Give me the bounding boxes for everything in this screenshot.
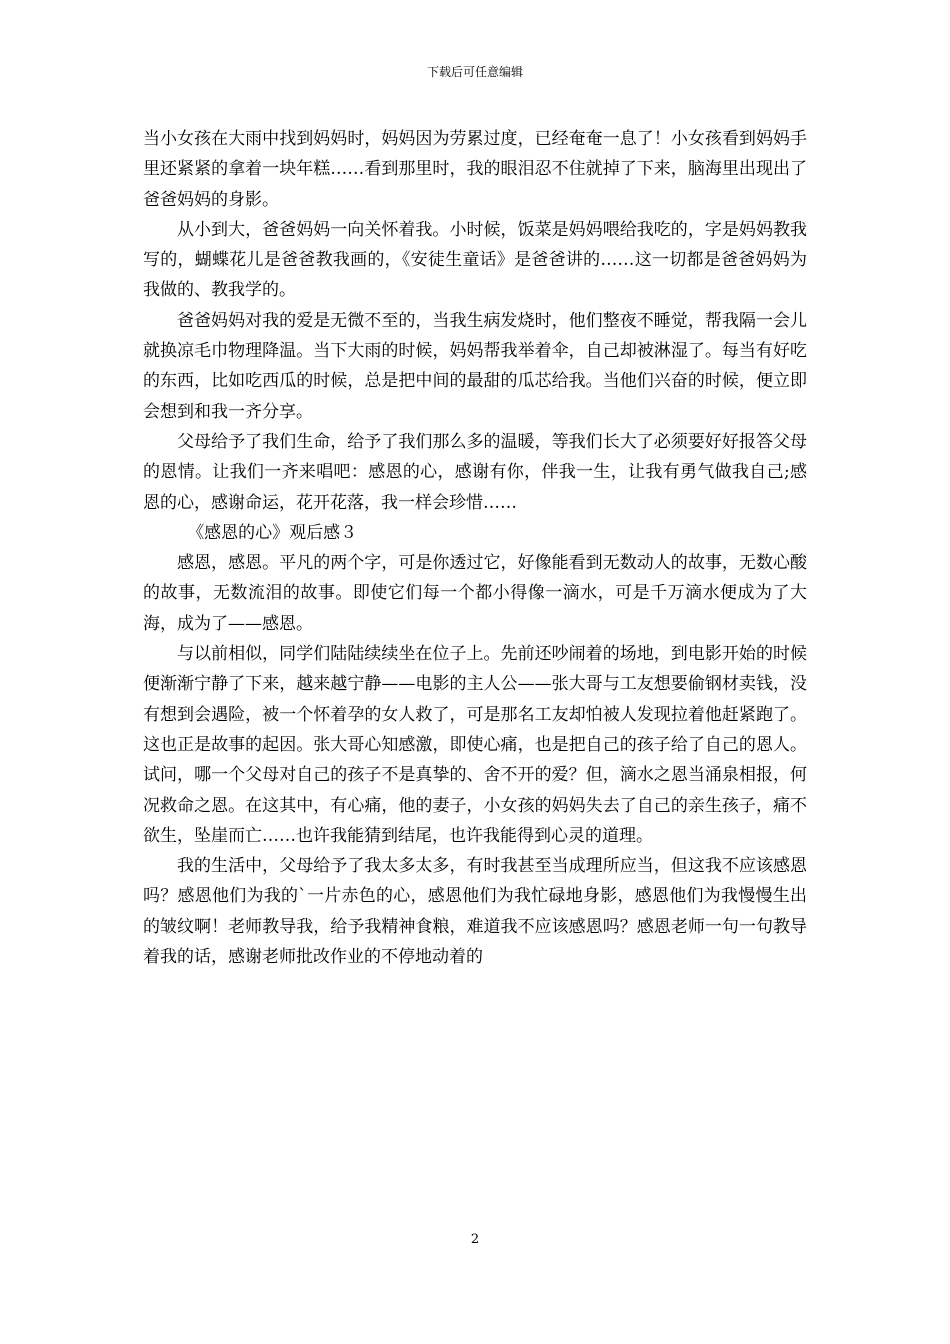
paragraph: 我的生活中，父母给予了我太多太多，有时我甚至当成理所应当，但这我不应该感恩吗？感恩他们为我的`一片赤色的心，感恩他们为我忙碌地身影，感恩他们为我慢慢生出的皱纹啊！老师教导我，给予我精神食粮，难道我不应该感恩吗？感恩老师一句一句教导着我的话，感谢老师批改作业的不停地动着的 <box>143 856 807 968</box>
paragraph: 感恩，感恩。平凡的两个字，可是你透过它，好像能看到无数动人的故事，无数心酸的故事，无数流泪的故事。即使它们每一个都小得像一滴水，可是千万滴水便成为了大海，成为了——感恩。 <box>143 553 807 634</box>
page-number: 2 <box>470 1232 480 1247</box>
paragraph: 从小到大，爸爸妈妈一向关怀着我。小时候，饭菜是妈妈喂给我吃的，字是妈妈教我写的，蝴蝶花儿是爸爸教我画的，《安徒生童话》是爸爸讲的……这一切都是爸爸妈妈为我做的、教我学的。 <box>143 219 807 301</box>
page-header: 下载后可任意编辑 <box>426 65 523 79</box>
paragraph: 爸爸妈妈对我的爱是无微不至的，当我生病发烧时，他们整夜不睡觉，帮我隔一会儿就换凉毛巾物理降温。当下大雨的时候，妈妈帮我举着伞，自己却被淋湿了。每当有好吃的东西，比如吃西瓜的时候，总是把中间的最甜的瓜芯给我。当他们兴奋的时候，便立即会想到和我一齐分享。 <box>143 310 807 422</box>
document-body <box>143 124 807 972</box>
paragraph: 父母给予了我们生命，给予了我们那么多的温暖，等我们长大了必须要好好报答父母的恩情。让我们一齐来唱吧：感恩的心，感谢有你，伴我一生，让我有勇气做我自己;感恩的心，感谢命运，花开花落，我一样会珍惜…… <box>143 431 807 513</box>
section-title: 《感恩的心》观后感３ <box>187 522 358 543</box>
paragraph: 与以前相似，同学们陆陆续续坐在位子上。先前还吵闹着的场地，到电影开始的时候便渐渐宁静了下来，越来越宁静——电影的主人公——张大哥与工友想要偷钢材卖钱，没有想到会遇险，被一个怀着孕的女人救了，可是那名工友却怕被人发现拉着他赶紧跑了。这也正是故事的起因。张大哥心知感激，即使心痛，也是把自己的孩子给了自己的恩人。试问，哪一个父母对自己的孩子不是真挚的、舍不开的爱？但，滴水之恩当涌泉相报，何况救命之恩。在这其中，有心痛，他的妻子，小女孩的妈妈失去了自己的亲生孩子，痛不欲生，坠崖而亡……也许我能猜到结尾，也许我能得到心灵的道理。 <box>143 644 807 846</box>
paragraph: 当小女孩在大雨中找到妈妈时，妈妈因为劳累过度，已经奄奄一息了！小女孩看到妈妈手里还紧紧的拿着一块年糕……看到那里时，我的眼泪忍不住就掉了下来，脑海里出现出了爸爸妈妈的身影。 <box>143 129 807 210</box>
